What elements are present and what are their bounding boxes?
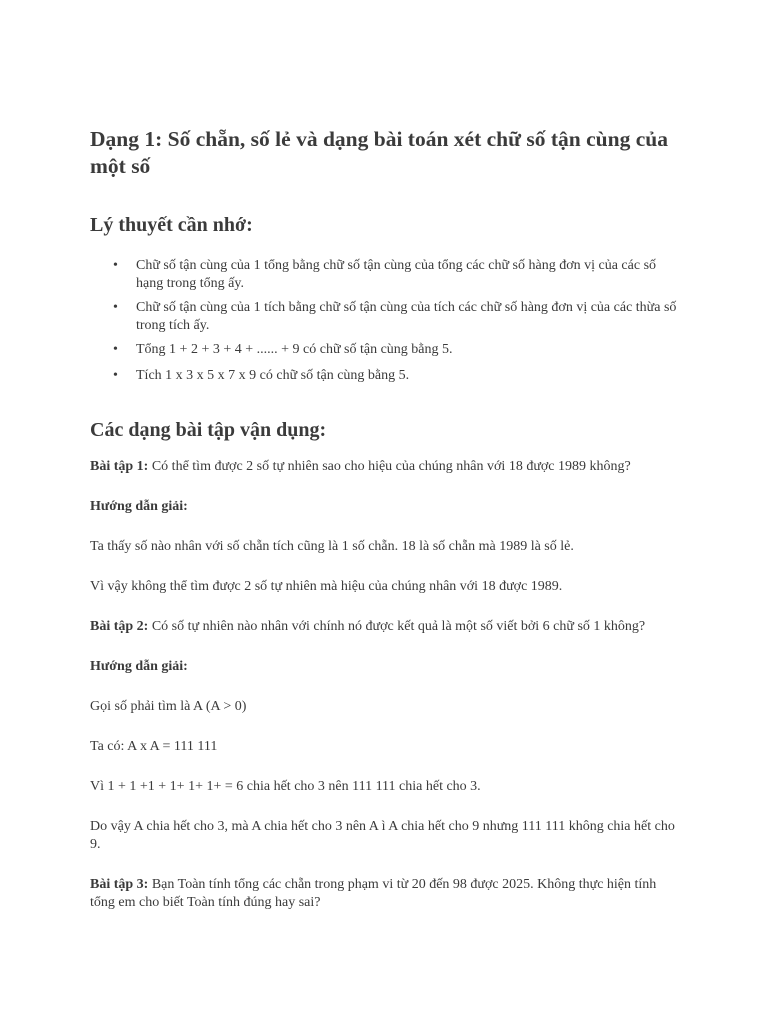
exercise-1-guide: Hướng dẫn giải: (90, 499, 188, 514)
exercise-2-guide: Hướng dẫn giải: (90, 659, 188, 674)
exercise-2-line-1: Gọi số phải tìm là A (A > 0) (90, 699, 247, 714)
exercises-heading: Các dạng bài tập vận dụng: (90, 419, 327, 441)
list-item-text: Chữ số tận cùng của 1 tích bằng chữ số tận cùng của tích các chữ số hàng đơn vị của các thừa số trong tích ấy. (136, 300, 677, 333)
exercise-3 (90, 876, 682, 912)
list-item (90, 367, 682, 385)
bullet-icon: • (113, 342, 118, 357)
document-page (90, 126, 682, 912)
exercise-1-label: Bài tập 1: (90, 459, 149, 474)
bullet-icon: • (113, 300, 118, 315)
list-item (90, 341, 682, 359)
exercise-3-text: Bạn Toàn tính tổng các chẵn trong phạm vi từ 20 đến 98 được 2025. Không thực hiện tính tổng em cho biết Toàn tính đúng hay sai? (90, 877, 657, 910)
bullet-icon: • (113, 258, 118, 273)
exercise-3-label: Bài tập 3: (90, 877, 149, 892)
list-item (90, 257, 682, 293)
list-item-text: Tổng 1 + 2 + 3 + 4 + ...... + 9 có chữ số tận cùng bằng 5. (136, 342, 453, 357)
bullet-icon: • (113, 368, 118, 383)
exercise-1-line-1: Ta thấy số nào nhân với số chẵn tích cũng là 1 số chẵn. 18 là số chẵn mà 1989 là số lẻ. (90, 539, 574, 554)
exercise-2-label: Bài tập 2: (90, 619, 149, 634)
page-title: Dạng 1: Số chẵn, số lẻ và dạng bài toán xét chữ số tận cùng của một số (90, 127, 668, 178)
exercise-2-line-3: Vì 1 + 1 +1 + 1+ 1+ 1+ = 6 chia hết cho 3 nên 111 111 chia hết cho 3. (90, 779, 481, 794)
exercise-2-line-4: Do vậy A chia hết cho 3, mà A chia hết cho 3 nên A ì A chia hết cho 9 nhưng 111 111 không chia hết cho 9. (90, 819, 675, 852)
exercise-2-text: Có số tự nhiên nào nhân với chính nó được kết quả là một số viết bởi 6 chữ số 1 không? (148, 619, 646, 634)
exercise-1 (90, 458, 682, 476)
list-item (90, 299, 682, 335)
exercise-2 (90, 618, 682, 636)
list-item-text: Tích 1 x 3 x 5 x 7 x 9 có chữ số tận cùng bằng 5. (136, 368, 410, 383)
theory-list (90, 257, 682, 385)
exercise-1-line-2: Vì vậy không thể tìm được 2 số tự nhiên mà hiệu của chúng nhân với 18 được 1989. (90, 579, 563, 594)
theory-heading: Lý thuyết cần nhớ: (90, 214, 253, 236)
exercise-1-text: Có thể tìm được 2 số tự nhiên sao cho hiệu của chúng nhân với 18 được 1989 không? (148, 459, 631, 474)
exercise-2-line-2: Ta có: A x A = 111 111 (90, 739, 218, 754)
list-item-text: Chữ số tận cùng của 1 tổng bằng chữ số tận cùng của tổng các chữ số hàng đơn vị của các số hạng trong tổng ấy. (136, 258, 657, 291)
